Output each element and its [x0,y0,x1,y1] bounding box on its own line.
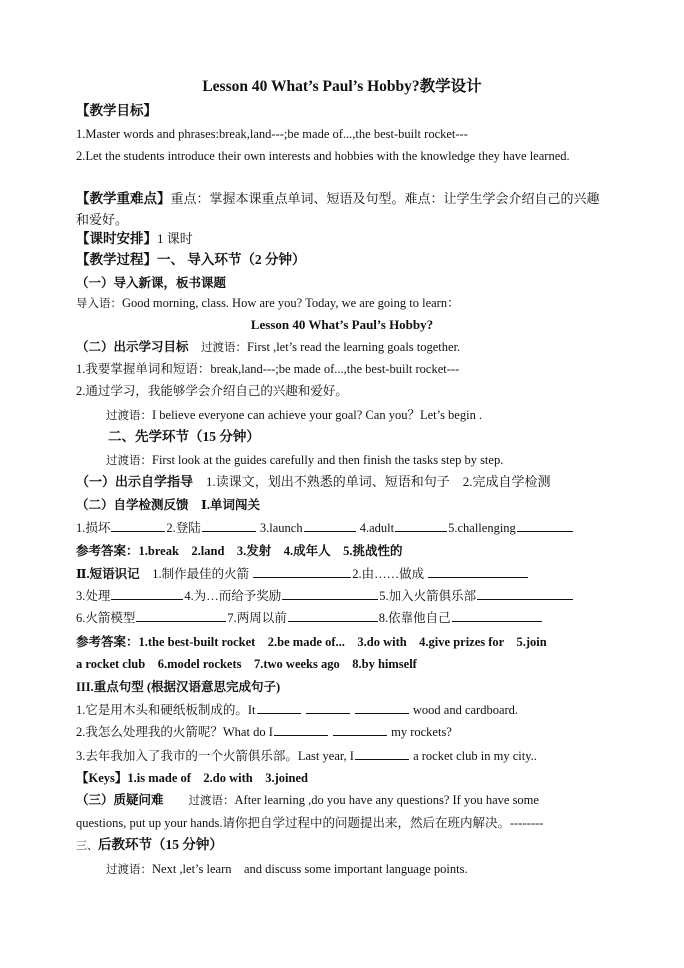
goals-heading: 【教学目标】 [76,103,157,118]
section3-text: Next ,let’s learn and discuss some important language points. [152,862,468,876]
answers1-text: 1.break 2.land 3.发射 4.成年人 5.挑战性的 [138,544,403,558]
phrase-blank-5[interactable] [477,587,573,600]
sentence-2-blank-2[interactable] [333,723,387,736]
keys-line [76,769,308,787]
schedule-text: 1 课时 [157,231,193,246]
phrase-blank-4[interactable] [282,587,378,600]
word-blank-3[interactable] [304,519,356,532]
word-blank-2[interactable] [202,519,256,532]
phrase-5: 5.加入火箭俱乐部 [379,589,477,603]
step2-line [76,338,460,357]
phrases-label: Ⅱ.短语识记 [76,567,140,581]
phrase-6: 6.火箭模型 [76,611,136,625]
answers2-line-1 [76,633,547,651]
section2-label: 过渡语： [106,455,152,467]
phrase-4: 4.为…而给予奖励 [184,589,282,603]
sentence-3 [76,747,537,765]
sentence-3-en: a rocket club in my city.. [413,749,537,763]
sentences-heading: III.重点句型 (根据汉语意思完成句子) [76,680,281,694]
goal-item-2: 2.Let the students introduce their own interests and hobbies with the knowledge they have learned. [76,149,570,163]
word-blank-5[interactable] [517,519,573,532]
step2-text: First ,let’s read the learning goals together. [247,340,461,354]
step1-intro [76,294,460,313]
keypoints-text: 重点：掌握本课重点单词、短语及句型。难点：让学生学会介绍自己的兴趣和爱好。 [76,191,600,227]
phrase-blank-6[interactable] [136,609,226,622]
questions-heading: （三）质疑问难 [76,793,164,807]
questions-text-a: After learning ,do you have any questions? If you have some [234,793,539,807]
sentence-1 [76,701,518,719]
goal-item-1: 1.Master words and phrases:break,land---;be made of...,the best-built rocket--- [76,127,468,141]
phrase-8: 8.依靠他自己 [378,611,451,625]
step2-heading: （二）出示学习目标 [76,340,189,354]
phrase-3: 3.处理 [76,589,111,603]
step2-text-2: I believe everyone can achieve your goal? Can you？Let’s begin . [152,408,483,422]
sentence-2-en: my rockets? [391,725,452,739]
keys-label: 【Keys】 [76,771,128,785]
sentence-3-blank-1[interactable] [355,747,409,760]
questions-line [76,791,539,810]
step2-goal-2: 2.通过学习，我能够学会介绍自己的兴趣和爱好。 [76,384,348,398]
step1-heading: （一）导入新课，板书课题 [76,276,227,290]
questions-text-b: questions, put up your hands.请你把自学过程中的问题提出来，然后在班内解决。-------- [76,816,544,830]
step2-label: 过渡语： [201,342,248,354]
sentence-2-blank-1[interactable] [274,723,328,736]
section1-heading: 一、 导入环节（2 分钟） [157,252,306,267]
phrase-7: 7.两周以前 [227,611,287,625]
section2-text: First look at the guides carefully and then finish the tasks step by step. [152,453,504,467]
word-5: 5.challenging [448,521,516,535]
phrase-1: 1.制作最佳的火箭 [152,567,250,581]
step2-transition [106,406,482,425]
answers2-label: 参考答案： [76,635,139,649]
step2-label-2: 过渡语： [106,410,152,422]
schedule-line [76,230,193,248]
section3-heading: 后教环节（15 分钟） [98,837,223,852]
sentence-2-cn: 2.我怎么处理我的火箭呢？What do I [76,725,273,739]
guide-heading: （一）出示自学指导 [76,474,194,489]
section2-heading: 二、先学环节（15 分钟） [108,429,260,444]
step1-text: Good morning, class. How are you? Today, we are going to learn： [122,296,460,310]
answers2-line-2: a rocket club 6.model rockets 7.two weeks ago 8.by himself [76,657,417,671]
phrase-blank-2[interactable] [428,565,528,578]
keys-text: 1.is made of 2.do with 3.joined [127,771,308,785]
word-blanks-row [76,519,574,537]
step1-label: 导入语： [76,298,122,310]
sentence-2 [76,723,452,741]
lesson-title: Lesson 40 What’s Paul’s Hobby? [250,317,434,332]
check-part: Ⅰ.单词闯关 [201,498,261,512]
document-title: Lesson 40 What’s Paul’s Hobby?教学设计 [202,78,482,95]
word-2: 2.登陆 [166,521,201,535]
questions-label: 过渡语： [188,795,235,807]
guide-text: 1.读课文，划出不熟悉的单词、短语和句子 2.完成自学检测 [206,474,551,489]
sentence-1-blank-2[interactable] [306,701,350,714]
phrase-row-3 [76,609,543,627]
section2-transition [106,451,503,470]
sentence-1-cn: 1.它是用木头和硬纸板制成的。It [76,703,256,717]
check-heading: （二）自学检测反馈 [76,498,189,512]
process-line [76,251,306,269]
step2-goal-1: 1.我要掌握单词和短语：break,land---;be made of...,the best-built rocket--- [76,362,460,376]
word-1: 1.损坏 [76,521,111,535]
phrase-row-1 [76,565,529,583]
phrase-blank-3[interactable] [111,587,183,600]
process-heading: 【教学过程】 [76,252,157,267]
answers1-line [76,542,403,560]
check-line [76,496,260,514]
sentence-1-blank-3[interactable] [355,701,409,714]
phrase-blank-7[interactable] [288,609,378,622]
word-blank-4[interactable] [395,519,447,532]
section3-number: 三、 [76,840,98,852]
guide-line [76,473,551,491]
section3-transition [106,860,468,879]
sentence-1-blank-1[interactable] [257,701,301,714]
phrase-row-2 [76,587,574,605]
answers1-label: 参考答案： [76,544,139,558]
sentence-3-cn: 3.去年我加入了我市的一个火箭俱乐部。Last year, I [76,749,354,763]
word-4: 4.adult [359,521,395,535]
phrase-blank-1[interactable] [253,565,351,578]
schedule-heading: 【课时安排】 [76,231,157,246]
keypoints-paragraph [76,188,610,230]
word-blank-1[interactable] [111,519,165,532]
section3-heading-line [76,836,223,855]
phrase-2: 2.由……做成 [352,567,425,581]
phrase-blank-8[interactable] [452,609,542,622]
keypoints-heading: 【教学重难点】 [76,191,171,206]
section3-label: 过渡语： [106,864,152,876]
word-3: 3.launch [259,521,303,535]
sentence-1-en: wood and cardboard. [412,703,519,717]
answers2-text-a: 1.the best-built rocket 2.be made of... 3.do with 4.give prizes for 5.join [138,635,547,649]
